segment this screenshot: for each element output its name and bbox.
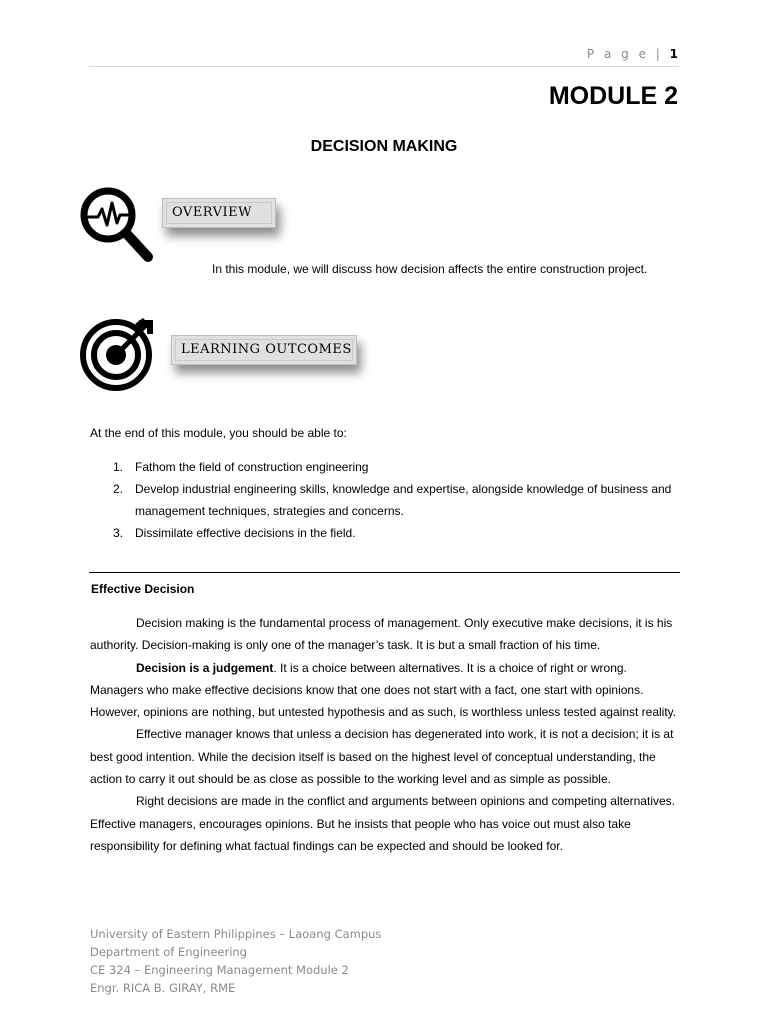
page-label: P a g e |	[586, 47, 663, 61]
target-arrow-icon	[79, 316, 157, 394]
overview-text: In this module, we will discuss how decision affects the entire construction project.	[212, 262, 648, 276]
header-divider	[89, 66, 679, 67]
list-item	[90, 522, 690, 544]
module-title: MODULE 2	[548, 82, 678, 110]
list-item-text: Dissimilate effective decisions in the field.	[135, 526, 356, 540]
footer-instructor: Engr. RICA B. GIRAY, RME	[90, 981, 236, 995]
page-number	[587, 47, 678, 61]
paragraph-2	[90, 657, 680, 724]
outcomes-intro: At the end of this module, you should be able to:	[90, 426, 347, 440]
magnifier-heartbeat-icon	[78, 185, 156, 265]
list-item-text: Fathom the field of construction engineering	[135, 460, 369, 474]
footer-course: CE 324 – Engineering Management Module 2	[90, 963, 349, 977]
paragraph-3: Effective manager knows that unless a decision has degenerated into work, it is not a decision; it is at best good intention. While the decision itself is based on the highest level of conceptual understanding, the action to carry it out should be as close as possible to the working level and as simple as possible.	[90, 727, 674, 787]
paragraph-4: Right decisions are made in the conflict and arguments between opinions and competing alternatives. Effective managers, encourages opinions. But he insists that people who has voice out must also take responsibility for defining what factual findings can be expected and should be looked for.	[90, 794, 675, 853]
list-item	[90, 456, 690, 478]
list-item-text: Develop industrial engineering skills, knowledge and expertise, alongside knowledge of business and management techniques, strategies and concerns.	[135, 482, 672, 518]
list-item-number: 1.	[113, 460, 124, 474]
footer	[90, 925, 381, 997]
list-item	[90, 478, 690, 522]
section-divider	[89, 572, 680, 573]
section-heading: Effective Decision	[91, 582, 195, 596]
outcomes-list	[90, 456, 690, 544]
footer-university: University of Eastern Philippines – Laoang Campus	[90, 927, 382, 941]
paragraph-2-rest: . It is a choice between alternatives. It is a choice of right or wrong. Managers who make effective decisions know that one does not start with a fact, one start with opinions. However, opinions are nothing, but untested hypothesis and as such, is worthless unless tested against reality.	[90, 660, 677, 720]
footer-department: Department of Engineering	[90, 945, 247, 959]
list-item-number: 2.	[113, 482, 124, 496]
document-title: DECISION MAKING	[310, 138, 458, 155]
page-number-value: 1	[669, 47, 678, 61]
paragraph-2-bold: Decision is a judgement	[136, 660, 274, 675]
overview-label: OVERVIEW	[162, 198, 276, 228]
learning-outcomes-label: LEARNING OUTCOMES	[171, 335, 357, 365]
paragraph-1: Decision making is the fundamental process of management. Only executive make decisions, it is his authority. Decision-making is only one of the manager’s task. It is but a small fraction of his time.	[90, 616, 673, 653]
body-text	[90, 612, 680, 857]
list-item-number: 3.	[113, 526, 124, 540]
